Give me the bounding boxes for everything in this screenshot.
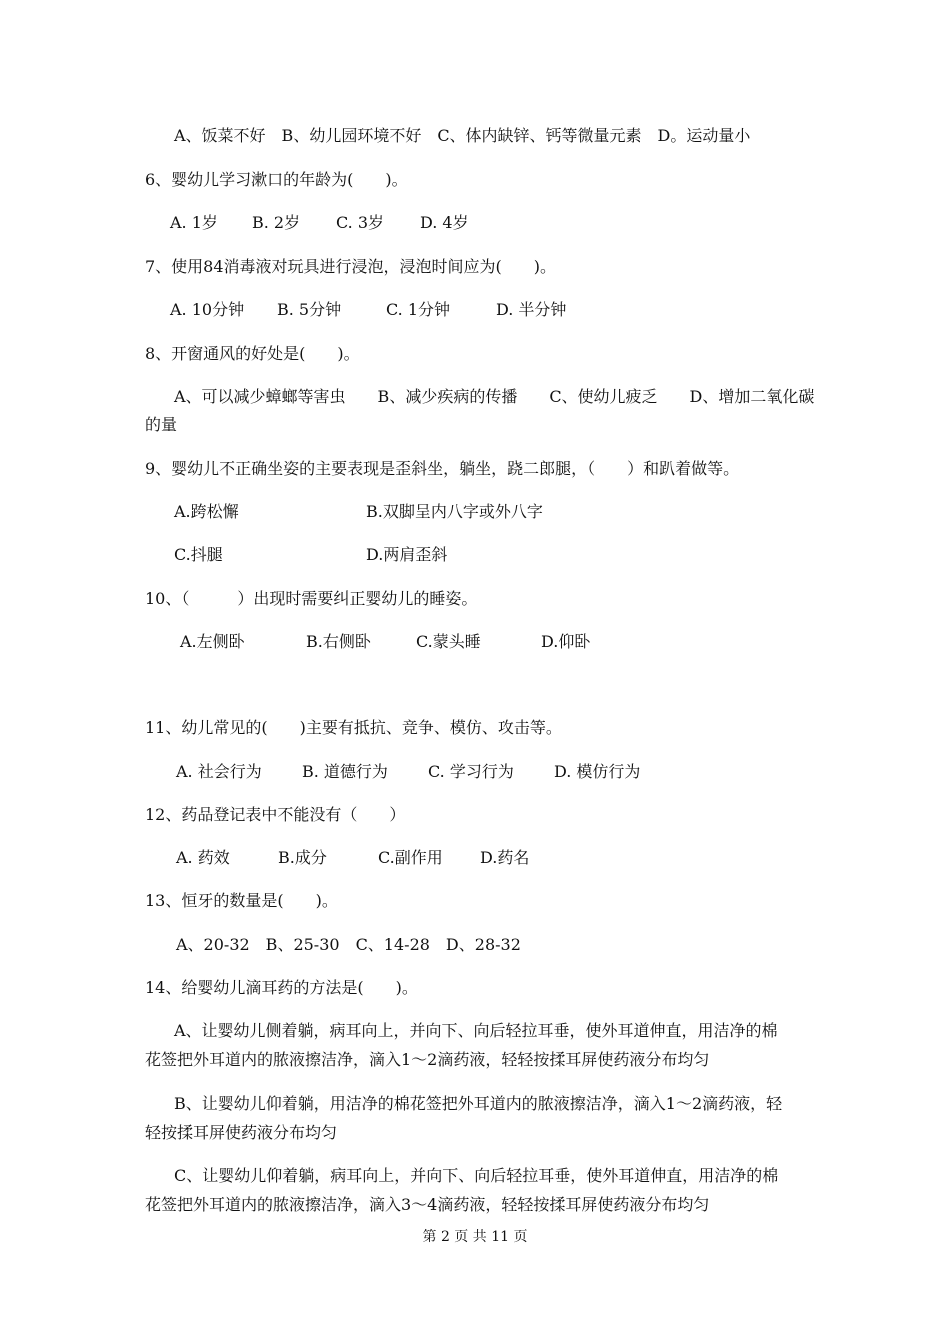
q14-option-b-line2: 轻按揉耳屏使药液分布均匀 xyxy=(145,1123,338,1142)
q7-option-d: D. 半分钟 xyxy=(496,300,567,319)
q14-option-a-line1: A、让婴幼儿侧着躺，病耳向上，并向下、向后轻拉耳垂，使外耳道伸直，用洁净的棉 xyxy=(174,1021,778,1040)
q8-options-line2: 的量 xyxy=(145,415,178,434)
q9-option-b: B.双脚呈内八字或外八字 xyxy=(366,502,543,521)
q10-option-d: D.仰卧 xyxy=(541,632,591,651)
q7-question: 7、使用84消毒液对玩具进行浸泡，浸泡时间应为( )。 xyxy=(145,257,557,276)
q14-option-c-line1: C、让婴幼儿仰着躺，病耳向上，并向下、向后轻拉耳垂，使外耳道伸直，用洁净的棉 xyxy=(174,1166,779,1185)
q12-option-d: D.药名 xyxy=(480,848,530,867)
q9-option-c: C.抖腿 xyxy=(174,545,223,564)
page-footer: 第 2 页 共 11 页 xyxy=(422,1229,528,1245)
q11-option-d: D. 模仿行为 xyxy=(554,762,641,781)
q6-options xyxy=(0,213,950,233)
q6-option-b: B. 2岁 xyxy=(252,213,301,232)
q11-option-a: A. 社会行为 xyxy=(176,762,262,781)
q10-question: 10、（ ）出现时需要纠正婴幼儿的睡姿。 xyxy=(145,589,478,608)
q11-options xyxy=(0,762,950,782)
q6-option-c: C. 3岁 xyxy=(336,213,385,232)
q7-options xyxy=(0,300,950,320)
q7-option-b: B. 5分钟 xyxy=(277,300,342,319)
q8-question: 8、开窗通风的好处是( )。 xyxy=(145,344,360,363)
q9-option-d: D.两肩歪斜 xyxy=(366,545,448,564)
q9-option-a: A.跨松懈 xyxy=(174,502,239,521)
q9-question: 9、婴幼儿不正确坐姿的主要表现是歪斜坐，躺坐，跷二郎腿，（ ）和趴着做等。 xyxy=(145,459,740,478)
q12-option-b: B.成分 xyxy=(278,848,327,867)
q5-options: A、饭菜不好 B、幼儿园环境不好 C、体内缺锌、钙等微量元素 D。运动量小 xyxy=(174,126,751,145)
q9-options-row2 xyxy=(0,545,950,565)
q10-option-b: B.右侧卧 xyxy=(306,632,371,651)
q10-option-c: C.蒙头睡 xyxy=(416,632,481,651)
q7-option-a: A. 10分钟 xyxy=(170,300,245,319)
q14-question: 14、给婴幼儿滴耳药的方法是( )。 xyxy=(145,978,418,997)
q11-option-b: B. 道德行为 xyxy=(302,762,388,781)
q9-options-row1 xyxy=(0,502,950,522)
q6-option-a: A. 1岁 xyxy=(170,213,218,232)
q7-option-c: C. 1分钟 xyxy=(386,300,451,319)
q6-option-d: D. 4岁 xyxy=(420,213,469,232)
q12-option-c: C.副作用 xyxy=(378,848,443,867)
q10-options xyxy=(0,632,950,652)
q13-question: 13、恒牙的数量是( )。 xyxy=(145,891,338,910)
q14-option-a-line2: 花签把外耳道内的脓液擦洁净，滴入1～2滴药液，轻轻按揉耳屏使药液分布均匀 xyxy=(145,1050,710,1069)
q14-option-b-line1: B、让婴幼儿仰着躺，用洁净的棉花签把外耳道内的脓液擦洁净，滴入1～2滴药液，轻 xyxy=(174,1094,783,1113)
q11-question: 11、幼儿常见的( )主要有抵抗、竞争、模仿、攻击等。 xyxy=(145,718,562,737)
q11-option-c: C. 学习行为 xyxy=(428,762,514,781)
q13-options: A、20-32 B、25-30 C、14-28 D、28-32 xyxy=(176,935,521,954)
q6-question: 6、婴幼儿学习漱口的年龄为( )。 xyxy=(145,170,408,189)
q10-option-a: A.左侧卧 xyxy=(180,632,245,651)
q14-option-c-line2: 花签把外耳道内的脓液擦洁净，滴入3～4滴药液，轻轻按揉耳屏使药液分布均匀 xyxy=(145,1195,710,1214)
q8-options-line1: A、可以减少蟑螂等害虫 B、减少疾病的传播 C、使幼儿疲乏 D、增加二氧化碳 xyxy=(174,387,815,406)
q12-options xyxy=(0,848,950,868)
q12-question: 12、药品登记表中不能没有（ ） xyxy=(145,805,406,824)
q12-option-a: A. 药效 xyxy=(176,848,230,867)
